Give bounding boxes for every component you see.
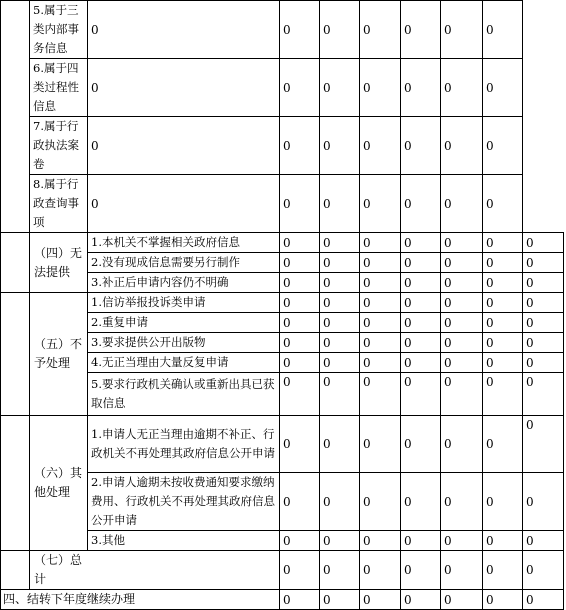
indent-cell [1,416,30,551]
value-cell: 0 [441,353,483,373]
value-cell: 0 [483,313,523,333]
value-cell: 0 [483,233,523,253]
value-cell: 0 [360,273,401,293]
value-cell: 0 [523,531,564,551]
value-cell: 0 [483,117,523,175]
table-row [1,416,564,473]
value-cell: 0 [441,551,483,590]
value-cell: 0 [88,59,280,117]
value-cell: 0 [441,333,483,353]
row-label: 5.要求行政机关确认或重新出具已获取信息 [88,373,280,416]
carry-over-label: 四、结转下年度继续办理 [1,590,280,610]
value-cell: 0 [360,117,401,175]
value-cell: 0 [360,353,401,373]
value-cell: 0 [401,333,441,353]
total-label: （七）总计 [30,551,88,590]
value-cell: 0 [360,293,401,313]
value-cell: 0 [523,590,564,610]
indent-cell [1,233,30,293]
row-label: 1.本机关不掌握相关政府信息 [88,233,280,253]
indent-cell [1,551,30,590]
row-label: 3.其他 [88,531,280,551]
value-cell: 0 [360,590,401,610]
value-cell: 0 [483,253,523,273]
value-cell: 0 [280,273,320,293]
value-cell: 0 [441,273,483,293]
value-cell: 0 [280,233,320,253]
value-cell: 0 [401,473,441,531]
value-cell: 0 [320,273,360,293]
value-cell: 0 [401,273,441,293]
value-cell: 0 [360,416,401,473]
row-label: 3.要求提供公开出版物 [88,333,280,353]
value-cell: 0 [441,175,483,233]
value-cell: 0 [360,551,401,590]
value-cell: 0 [320,353,360,373]
value-cell: 0 [483,531,523,551]
value-cell: 0 [320,293,360,313]
value-cell: 0 [401,416,441,473]
blank-cell [88,551,280,590]
value-cell: 0 [401,253,441,273]
value-cell: 0 [320,313,360,333]
value-cell: 0 [360,313,401,333]
indent-cell [1,293,30,416]
value-cell: 0 [320,117,360,175]
value-cell: 0 [320,473,360,531]
value-cell: 0 [483,1,523,59]
value-cell: 0 [523,373,564,416]
value-cell: 0 [401,551,441,590]
value-cell: 0 [441,233,483,253]
value-cell: 0 [320,233,360,253]
value-cell: 0 [523,551,564,590]
row-label: 8.属于行政查询事项 [30,175,88,233]
value-cell: 0 [401,1,441,59]
value-cell: 0 [280,313,320,333]
value-cell: 0 [401,373,441,416]
row-label: 7.属于行政执法案卷 [30,117,88,175]
value-cell: 0 [441,253,483,273]
value-cell: 0 [320,59,360,117]
value-cell: 0 [360,59,401,117]
value-cell: 0 [360,1,401,59]
value-cell: 0 [280,59,320,117]
value-cell: 0 [401,531,441,551]
row-label: 3.补正后申请内容仍不明确 [88,273,280,293]
value-cell: 0 [441,373,483,416]
value-cell: 0 [280,416,320,473]
value-cell: 0 [280,590,320,610]
value-cell: 0 [360,175,401,233]
value-cell: 0 [280,551,320,590]
value-cell: 0 [483,175,523,233]
row-label: 6.属于四类过程性信息 [30,59,88,117]
value-cell: 0 [483,333,523,353]
value-cell: 0 [280,473,320,531]
value-cell: 0 [441,293,483,313]
value-cell: 0 [401,293,441,313]
value-cell: 0 [401,313,441,333]
value-cell: 0 [320,175,360,233]
value-cell: 0 [88,1,280,59]
value-cell: 0 [523,273,564,293]
value-cell: 0 [523,313,564,333]
value-cell: 0 [441,416,483,473]
value-cell: 0 [401,175,441,233]
table-row-carry-over [1,590,564,610]
value-cell: 0 [401,117,441,175]
value-cell: 0 [280,1,320,59]
value-cell: 0 [360,333,401,353]
value-cell: 0 [320,253,360,273]
row-label: 1.信访举报投诉类申请 [88,293,280,313]
value-cell: 0 [360,253,401,273]
value-cell: 0 [280,531,320,551]
value-cell: 0 [88,117,280,175]
value-cell: 0 [401,590,441,610]
row-label: 1.申请人无正当理由逾期不补正、行政机关不再处理其政府信息公开申请 [88,416,280,473]
value-cell: 0 [280,333,320,353]
value-cell: 0 [320,1,360,59]
value-cell: 0 [320,551,360,590]
value-cell: 0 [320,416,360,473]
value-cell: 0 [483,373,523,416]
value-cell: 0 [280,373,320,416]
value-cell: 0 [320,590,360,610]
value-cell: 0 [320,373,360,416]
value-cell: 0 [280,293,320,313]
value-cell: 0 [483,353,523,373]
table-row-total [1,551,564,590]
value-cell: 0 [441,313,483,333]
row-label: 2.申请人逾期未按收费通知要求缴纳费用、行政机关不再处理其政府信息公开申请 [88,473,280,531]
value-cell: 0 [88,175,280,233]
value-cell: 0 [483,273,523,293]
row-label: 2.重复申请 [88,313,280,333]
value-cell: 0 [360,233,401,253]
value-cell: 0 [401,353,441,373]
value-cell: 0 [523,353,564,373]
value-cell: 0 [280,175,320,233]
value-cell: 0 [280,253,320,273]
value-cell: 0 [523,253,564,273]
value-cell: 0 [360,531,401,551]
table-row [1,59,564,117]
table-row [1,293,564,313]
value-cell: 0 [280,353,320,373]
value-cell: 0 [523,293,564,313]
value-cell: 0 [483,590,523,610]
value-cell: 0 [401,233,441,253]
table-row [1,233,564,253]
value-cell: 0 [483,416,523,473]
value-cell: 0 [523,473,564,531]
value-cell: 0 [280,117,320,175]
row-label: 4.无正当理由大量反复申请 [88,353,280,373]
value-cell: 0 [441,1,483,59]
group-label-cell [1,1,30,233]
value-cell: 0 [441,117,483,175]
value-cell: 0 [483,551,523,590]
value-cell: 0 [360,473,401,531]
value-cell: 0 [441,590,483,610]
value-cell: 0 [441,59,483,117]
value-cell: 0 [360,373,401,416]
value-cell: 0 [320,531,360,551]
value-cell: 0 [320,333,360,353]
value-cell: 0 [401,59,441,117]
row-label: 5.属于三类内部事务信息 [30,1,88,59]
group-label-other-processing: （六）其他处理 [30,416,88,551]
value-cell: 0 [523,233,564,253]
row-label: 2.没有现成信息需要另行制作 [88,253,280,273]
group-label-no-provide: （四）无法提供 [30,233,88,293]
value-cell: 0 [523,333,564,353]
value-cell: 0 [441,473,483,531]
table-row [1,117,564,175]
value-cell: 0 [483,59,523,117]
group-label-not-processed: （五）不予处理 [30,293,88,416]
value-cell: 0 [483,293,523,313]
value-cell: 0 [483,473,523,531]
table-row [1,175,564,233]
table-row [1,1,564,59]
value-cell: 0 [523,416,564,473]
value-cell: 0 [441,531,483,551]
